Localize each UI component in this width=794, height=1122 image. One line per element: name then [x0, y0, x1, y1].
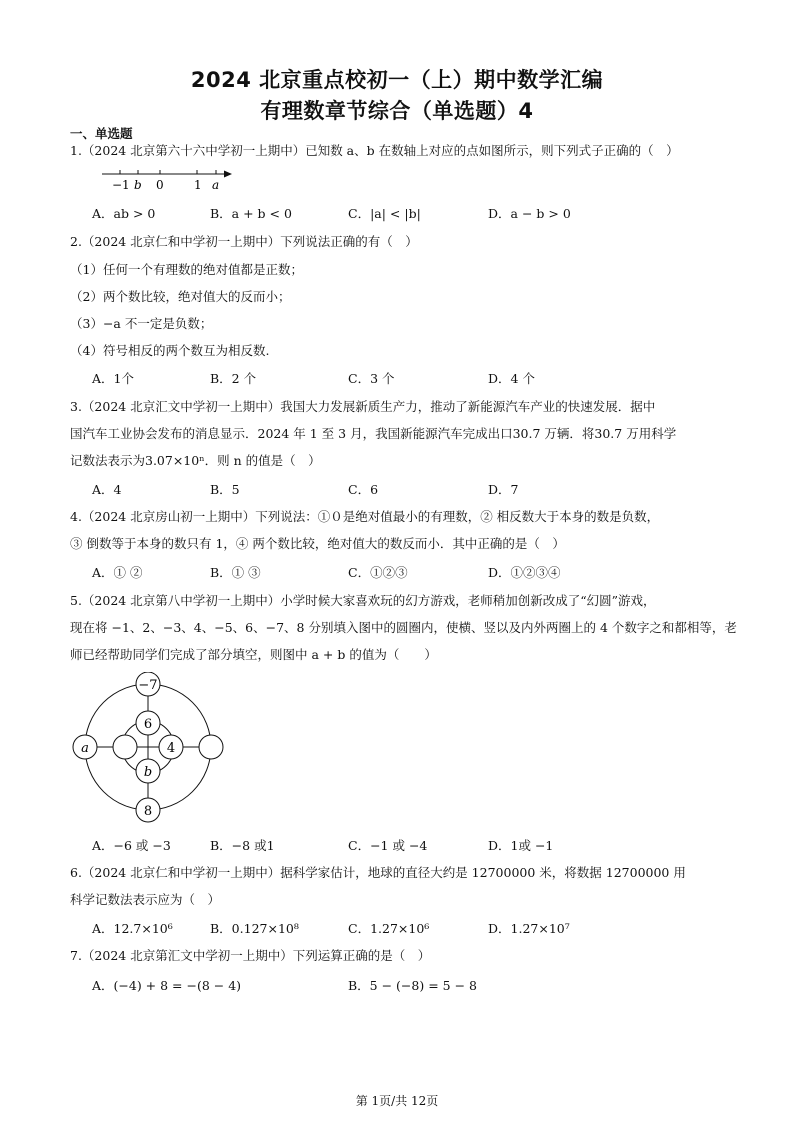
- page-footer: 第 1页/共 12页: [355, 1094, 439, 1108]
- q5-option-c[interactable]: C．−1 或 −4: [348, 838, 428, 853]
- q3-option-c[interactable]: C．6: [348, 482, 379, 497]
- q3-option-a[interactable]: A．4: [92, 482, 122, 497]
- label-bottom: 8: [143, 804, 153, 819]
- q2-option-b[interactable]: B．2 个: [210, 371, 257, 386]
- q2-item-3: （3）−a 不一定是负数；: [70, 316, 213, 331]
- q6-line-1: 6.（2024 北京仁和中学初一上期中）据科学家估计，地球的直径大约是 12700000 米，将数据 12700000 用: [70, 865, 686, 880]
- q2-option-a[interactable]: A．1个: [92, 371, 134, 386]
- q4-line-1: 4.（2024 北京房山初一上期中）下列说法：①０是绝对值最小的有理数，② 相反数大于本身的数是负数，: [70, 509, 660, 524]
- q2-item-1: （1）任何一个有理数的绝对值都是正数；: [70, 262, 303, 277]
- section-heading: 一、单选题: [70, 126, 133, 141]
- q4-option-a[interactable]: A．① ②: [92, 565, 143, 580]
- q2-option-c[interactable]: C．3 个: [348, 371, 395, 386]
- q5-option-d[interactable]: D．1或 −1: [488, 838, 554, 853]
- circle-right-outer: [199, 735, 223, 759]
- q4-line-2: ③ 倒数等于本身的数只有 1，④ 两个数比较，绝对值大的数反而小．其中正确的是（ ）: [70, 536, 565, 551]
- axis-label-0: 0: [156, 178, 164, 192]
- q3-line-1: 3.（2024 北京汇文中学初一上期中）我国大力发展新质生产力，推动了新能源汽车产业的快速发展．据中: [70, 399, 656, 414]
- q5-option-a[interactable]: A．−6 或 −3: [92, 838, 171, 853]
- q4-option-b[interactable]: B．① ③: [210, 565, 261, 580]
- q6-line-2: 科学记数法表示应为（ ）: [70, 892, 221, 907]
- number-line-figure: [98, 165, 238, 193]
- axis-label-b: b: [134, 178, 142, 192]
- q5-line-3: 师已经帮助同学们完成了部分填空，则图中 a + b 的值为（ ）: [70, 647, 437, 662]
- axis-label-a: a: [212, 178, 220, 192]
- q1-option-d[interactable]: D．a − b > 0: [488, 206, 571, 221]
- q4-option-d[interactable]: D．①②③④: [488, 565, 561, 580]
- q2-stem: 2.（2024 北京仁和中学初一上期中）下列说法正确的有（ ）: [70, 234, 418, 249]
- label-inner-bottom: b: [143, 765, 153, 780]
- q4-option-c[interactable]: C．①②③: [348, 565, 408, 580]
- page-title-line1: 2024 北京重点校初一（上）期中数学汇编: [190, 68, 604, 92]
- q3-option-b[interactable]: B．5: [210, 482, 240, 497]
- axis-label-1: 1: [194, 178, 202, 192]
- q2-item-2: （2）两个数比较，绝对值大的反而小；: [70, 289, 291, 304]
- q7-stem: 7.（2024 北京第汇文中学初一上期中）下列运算正确的是（ ）: [70, 948, 431, 963]
- q1-stem: 1.（2024 北京第六十六中学初一上期中）已知数 a、b 在数轴上对应的点如图所示，则下列式子正确的（ ）: [70, 143, 679, 158]
- label-inner-right: 4: [166, 741, 176, 756]
- q7-option-a[interactable]: A．(−4) + 8 = −(8 − 4): [92, 978, 242, 993]
- q6-option-a[interactable]: A．12.7×10⁶: [92, 921, 173, 936]
- q2-item-4: （4）符号相反的两个数互为相反数.: [70, 343, 270, 358]
- q1-option-c[interactable]: C．|a| < |b|: [348, 206, 421, 221]
- q3-line-3: 记数法表示为3.07×10ⁿ．则 n 的值是（ ）: [70, 453, 321, 468]
- q6-option-d[interactable]: D．1.27×10⁷: [488, 921, 570, 936]
- circle-left-inner: [113, 735, 137, 759]
- q3-line-2: 国汽车工业协会发布的消息显示．2024 年 1 至 3 月，我国新能源汽车完成出口30.7 万辆．将30.7 万用科学: [70, 426, 677, 441]
- label-inner-top: 6: [143, 717, 153, 732]
- label-top: −7: [138, 678, 158, 693]
- q5-line-2: 现在将 −1、2、−3、4、−5、6、−7、8 分别填入图中的圆圈内，使横、竖以及内外两圈上的 4 个数字之和都相等，老: [70, 620, 737, 635]
- q2-option-d[interactable]: D．4 个: [488, 371, 535, 386]
- q1-option-b[interactable]: B．a + b < 0: [210, 206, 292, 221]
- label-left: a: [81, 741, 89, 756]
- q6-option-b[interactable]: B．0.127×10⁸: [210, 921, 299, 936]
- q5-line-1: 5.（2024 北京第八中学初一上期中）小学时候大家喜欢玩的幻方游戏，老师稍加创新改成了“幻圆”游戏，: [70, 593, 656, 608]
- q1-option-a[interactable]: A．ab > 0: [92, 206, 156, 221]
- q7-option-b[interactable]: B．5 − (−8) = 5 − 8: [348, 978, 477, 993]
- q5-option-b[interactable]: B．−8 或1: [210, 838, 275, 853]
- page-title-line2: 有理数章节综合（单选题）4: [260, 99, 534, 123]
- q3-option-d[interactable]: D．7: [488, 482, 519, 497]
- axis-label-neg1: −1: [112, 178, 130, 192]
- magic-circle-figure: [70, 672, 230, 824]
- q6-option-c[interactable]: C．1.27×10⁶: [348, 921, 430, 936]
